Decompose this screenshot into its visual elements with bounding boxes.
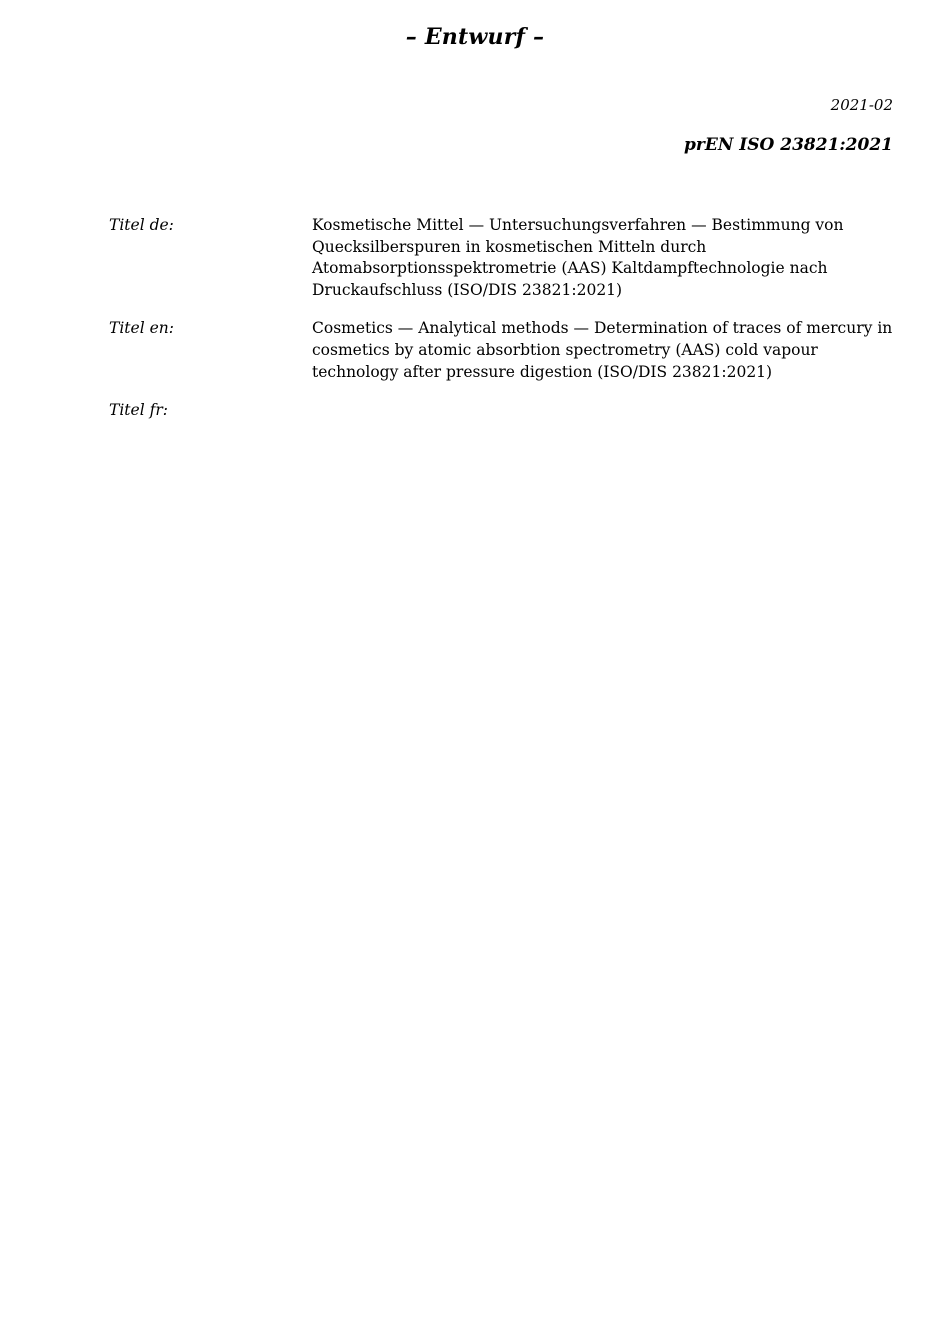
title-list bbox=[109, 215, 899, 439]
title-label-fr: Titel fr: bbox=[109, 401, 168, 420]
title-label-en: Titel en: bbox=[109, 319, 174, 338]
title-text-en: Cosmetics — Analytical methods — Determination of traces of mercury in cosmetics by atomic absorbtion spectrometry (AAS) cold vapour technology after pressure digestion (ISO/DIS 23821:2021) bbox=[312, 319, 893, 381]
document-reference: prEN ISO 23821:2021 bbox=[684, 135, 893, 155]
title-row-en bbox=[109, 318, 899, 383]
title-label-de: Titel de: bbox=[109, 216, 174, 234]
title-row-de bbox=[109, 215, 899, 301]
title-row-fr bbox=[109, 400, 899, 422]
draft-banner: – Entwurf – bbox=[405, 24, 545, 50]
title-text-fr bbox=[312, 400, 899, 422]
title-text-de: Kosmetische Mittel — Untersuchungsverfahren — Bestimmung von Quecksilberspuren in kosmetischen Mitteln durch Atomabsorptionsspektrometrie (AAS) Kaltdampftechnologie nach Druckaufschluss (ISO/DIS 23821:2021) bbox=[312, 216, 844, 299]
document-date: 2021-02 bbox=[830, 96, 893, 114]
